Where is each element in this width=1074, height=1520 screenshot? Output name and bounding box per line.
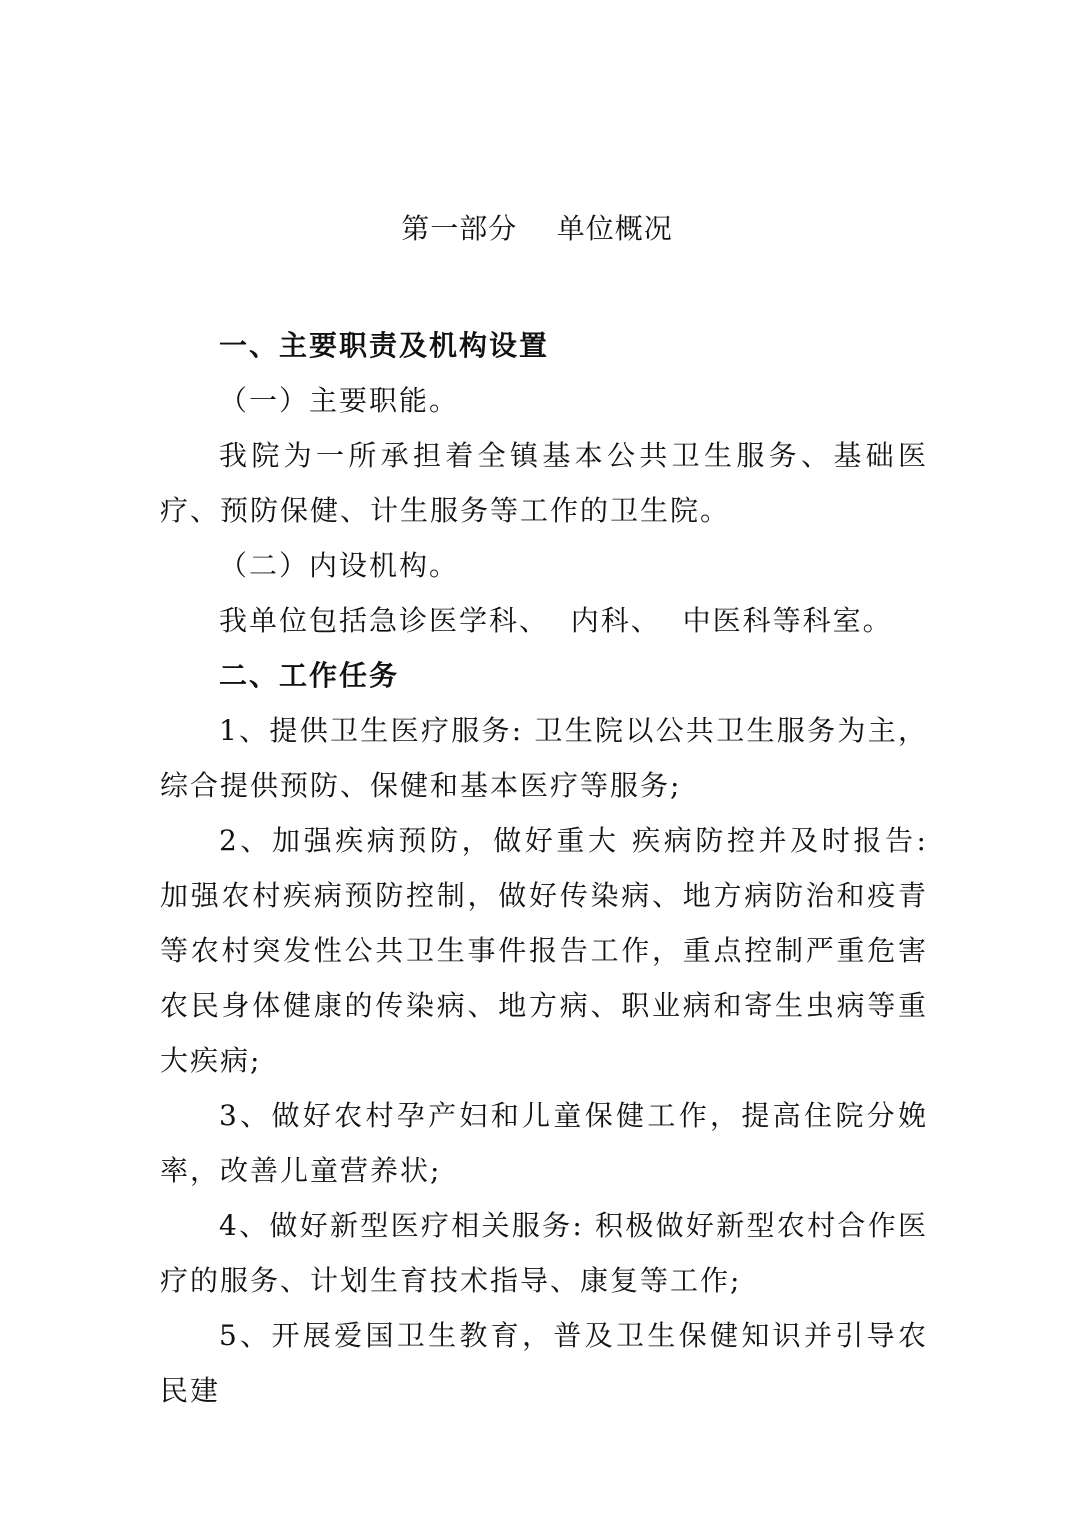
paragraph-functions: 我院为一所承担着全镇基本公共卫生服务、基础医疗、预防保健、计生服务等工作的卫生院。 (160, 439, 928, 527)
subsection-heading-departments: （二）内设机构。 (219, 549, 460, 582)
task-item-3: 3、做好农村孕产妇和儿童保健工作，提高住院分娩率，改善儿童营养状; (160, 1099, 928, 1187)
task-item-5: 5、开展爱国卫生教育，普及卫生保健知识并引导农民建 (160, 1319, 928, 1407)
section-heading-tasks: 二、工作任务 (219, 659, 400, 692)
section-heading-duties: 一、主要职责及机构设置 (219, 329, 550, 362)
task-item-1: 1、提供卫生医疗服务: 卫生院以公共卫生服务为主，综合提供预防、保健和基本医疗等服务; (160, 714, 928, 802)
task-item-4: 4、做好新型医疗相关服务: 积极做好新型农村合作医疗的服务、计划生育技术指导、康复等工作; (160, 1209, 928, 1297)
subsection-heading-functions: （一）主要职能。 (219, 384, 460, 417)
part-title: 第一部分 单位概况 (401, 212, 673, 245)
paragraph-departments: 我单位包括急诊医学科、 内科、 中医科等科室。 (219, 604, 893, 637)
task-item-2: 2、加强疾病预防，做好重大 疾病防控并及时报告: 加强农村疾病预防控制，做好传染病、地方病防治和疫青等农村突发性公共卫生事件报告工作，重点控制严重危害农民身体健康的传染病、地方病、职业病和寄生虫病等重大疾病; (160, 824, 928, 1077)
document-body (160, 318, 928, 1418)
